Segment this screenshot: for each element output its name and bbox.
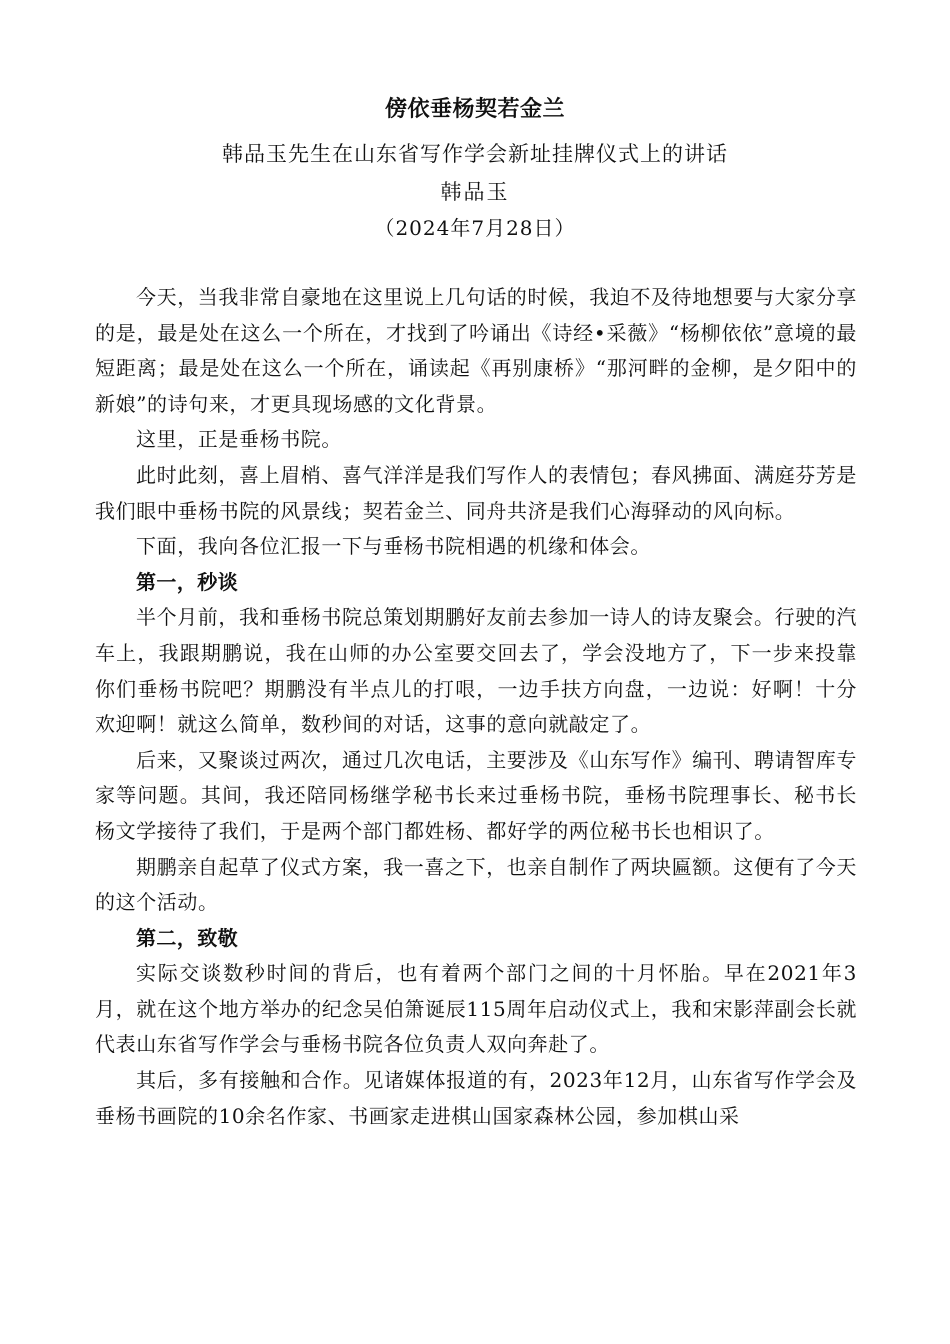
document-body xyxy=(95,280,857,1134)
paragraph-location: 这里，正是垂杨书院。 xyxy=(136,427,342,452)
paragraph-intro: 今天，当我非常自豪地在这里说上几句话的时候，我迫不及待地想要与大家分享的是，最是处在这么一个所在，才找到了吟诵出《诗经•采薇》“杨柳依依”意境的最短距离；最是处在这么一个所在，诵读起《再别康桥》“那河畔的金柳，是夕阳中的新娘”的诗句来，才更具现场感的文化背景。 xyxy=(95,285,857,416)
paragraph-second-2: 其后，多有接触和合作。见诸媒体报道的有，2023年12月，山东省写作学会及垂杨书画院的10余名作家、书画家走进棋山国家森林公园，参加棋山采 xyxy=(95,1068,857,1128)
section-heading-first: 第一，秒谈 xyxy=(136,569,238,594)
paragraph-first-3: 期鹏亲自起草了仪式方案，我一喜之下，也亲自制作了两块匾额。这便有了今天的这个活动。 xyxy=(95,854,857,915)
document-title: 傍依垂杨契若金兰 xyxy=(384,97,565,122)
document-author: 韩品玉 xyxy=(440,180,510,204)
paragraph-first-2: 后来，又聚谈过两次，通过几次电话，主要涉及《山东写作》编刊、聘请智库专家等问题。其间，我还陪同杨继学秘书长来过垂杨书院，垂杨书院理事长、秘书长杨文学接待了我们，于是两个部门都姓杨、都好学的两位秘书长也相识了。 xyxy=(95,747,857,843)
document-subtitle: 韩品玉先生在山东省写作学会新址挂牌仪式上的讲话 xyxy=(222,142,728,166)
section-heading-second: 第二，致敬 xyxy=(136,925,238,950)
paragraph-first-1: 半个月前，我和垂杨书院总策划期鹏好友前去参加一诗人的诗友聚会。行驶的汽车上，我跟期鹏说，我在山师的办公室要交回去了，学会没地方了，下一步来投靠你们垂杨书院吧？期鹏没有半点儿的打哏，一边手扶方向盘，一边说：好啊！十分欢迎啊！就这么简单，数秒间的对话，这事的意向就敲定了。 xyxy=(95,605,857,737)
paragraph-second-1: 实际交谈数秒时间的背后，也有着两个部门之间的十月怀胎。早在2021年3月，就在这个地方举办的纪念吴伯箫诞辰115周年启动仪式上，我和宋影萍副会长就代表山东省写作学会与垂杨书院各位负责人双向奔赴了。 xyxy=(95,961,857,1057)
paragraph-report: 下面，我向各位汇报一下与垂杨书院相遇的机缘和体会。 xyxy=(136,534,651,559)
document-date: （2024年7月28日） xyxy=(374,216,576,240)
paragraph-mood: 此时此刻，喜上眉梢、喜气洋洋是我们写作人的表情包；春风拂面、满庭芬芳是我们眼中垂杨书院的风景线；契若金兰、同舟共济是我们心海驿动的风向标。 xyxy=(95,462,857,523)
